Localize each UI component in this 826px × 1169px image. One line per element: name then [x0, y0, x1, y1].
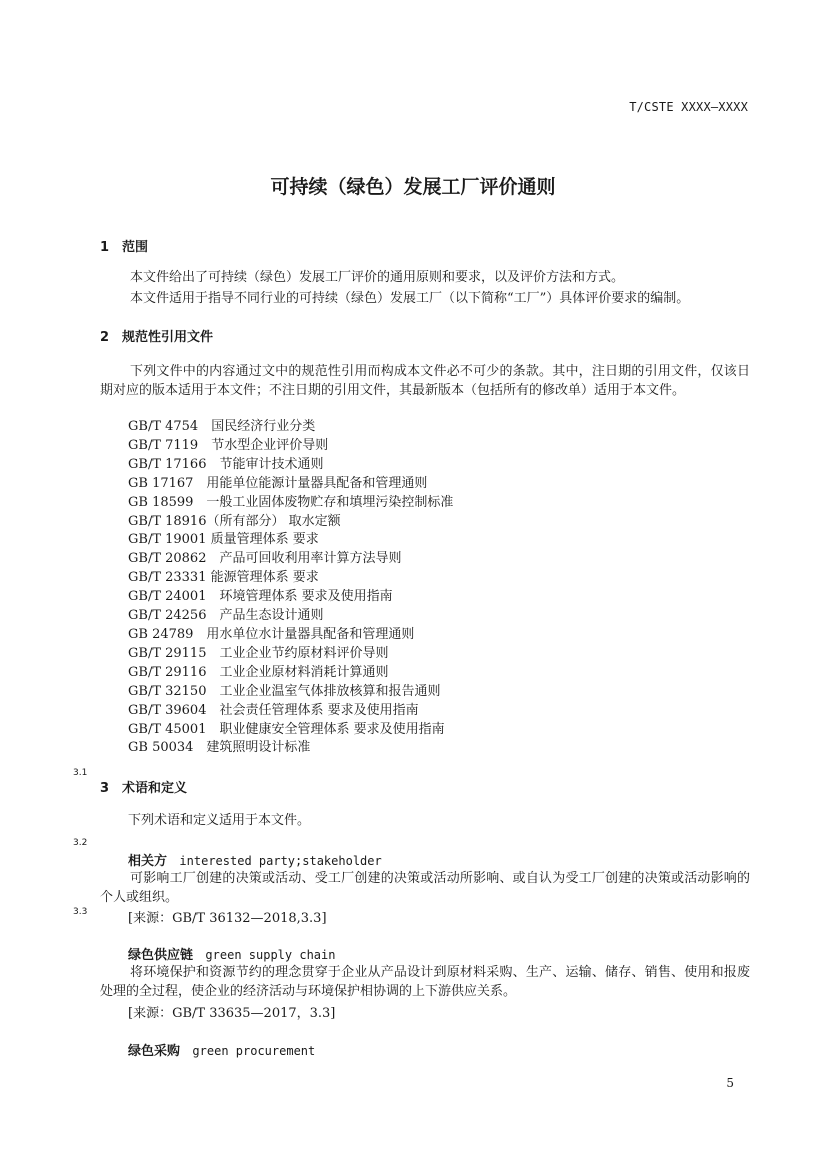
reference-item: GB 17167 用能单位能源计量器具配备和管理通则: [128, 475, 428, 491]
term-source: [来源：GB/T 36132—2018,3.3]: [128, 911, 327, 926]
reference-item: GB/T 29115 工业企业节约原材料评价导则: [128, 645, 389, 661]
page-number: 5: [726, 1076, 734, 1090]
reference-item: GB/T 45001 职业健康安全管理体系 要求及使用指南: [128, 721, 445, 737]
term-marker: 3.1: [73, 768, 88, 778]
reference-item: GB 18599 一般工业固体废物贮存和填埋污染控制标准: [128, 494, 454, 510]
term-chinese: 绿色供应链: [128, 948, 194, 963]
term-heading: [128, 1040, 315, 1059]
reference-item: GB 24789 用水单位水计量器具配备和管理通则: [128, 626, 415, 642]
reference-item: GB/T 18916（所有部分） 取水定额: [128, 513, 341, 529]
reference-item: GB/T 17166 节能审计技术通则: [128, 456, 324, 472]
term-definition: 可影响工厂创建的决策或活动、受工厂创建的决策或活动所影响、或自认为受工厂创建的决策或活动影响的个人或组织。: [100, 871, 750, 905]
terms-intro: 下列术语和定义适用于本文件。: [128, 813, 311, 828]
term-english: interested party;stakeholder: [179, 854, 382, 868]
reference-list: [128, 418, 453, 758]
reference-item: GB/T 24001 环境管理体系 要求及使用指南: [128, 589, 393, 605]
section-3-heading: [100, 777, 187, 796]
term-english: green supply chain: [205, 948, 336, 962]
section-title: 规范性引用文件: [122, 330, 214, 345]
reference-item: GB/T 39604 社会责任管理体系 要求及使用指南: [128, 702, 419, 718]
reference-item: GB/T 20862 产品可回收利用率计算方法导则: [128, 551, 402, 567]
reference-item: GB/T 7119 节水型企业评价导则: [128, 437, 329, 453]
term-heading: [128, 944, 335, 963]
term-heading: [128, 850, 382, 869]
document-code: T/CSTE XXXX—XXXX: [629, 100, 748, 114]
reference-item: GB/T 19001 质量管理体系 要求: [128, 532, 319, 548]
reference-item: GB/T 23331 能源管理体系 要求: [128, 570, 319, 586]
section-number: 3: [100, 781, 110, 796]
reference-item: GB/T 32150 工业企业温室气体排放核算和报告通则: [128, 683, 441, 699]
section-title: 范围: [122, 240, 149, 255]
reference-item: GB/T 29116 工业企业原材料消耗计算通则: [128, 664, 389, 680]
term-chinese: 绿色采购: [128, 1044, 181, 1059]
term-definition: 将环境保护和资源节约的理念贯穿于企业从产品设计到原材料采购、生产、运输、储存、销售、使用和报废处理的全过程，使企业的经济活动与环境保护相协调的上下游供应关系。: [100, 965, 750, 999]
section-title: 术语和定义: [122, 781, 188, 796]
document-title: 可持续（绿色）发展工厂评价通则: [270, 176, 556, 198]
term-marker: 3.2: [73, 838, 88, 848]
reference-item: GB 50034 建筑照明设计标准: [128, 740, 311, 756]
term-english: green procurement: [192, 1044, 316, 1058]
section-1-heading: [100, 236, 148, 255]
reference-item: GB/T 24256 产品生态设计通则: [128, 608, 324, 624]
term-chinese: 相关方: [128, 854, 168, 869]
term-marker: 3.3: [73, 907, 88, 917]
scope-paragraph-2: 本文件适用于指导不同行业的可持续（绿色）发展工厂（以下简称“工厂”）具体评价要求的编制。: [130, 291, 690, 306]
term-source: [来源：GB/T 33635—2017，3.3]: [128, 1006, 336, 1021]
scope-paragraph-1: 本文件给出了可持续（绿色）发展工厂评价的通用原则和要求，以及评价方法和方式。: [130, 270, 625, 285]
reference-item: GB/T 4754 国民经济行业分类: [128, 419, 316, 434]
section-number: 1: [100, 240, 110, 255]
normative-references-intro: 下列文件中的内容通过文中的规范性引用而构成本文件必不可少的条款。其中，注日期的引用文件，仅该日期对应的版本适用于本文件；不注日期的引用文件，其最新版本（包括所有的修改单）适用于本文件。: [100, 364, 750, 398]
section-number: 2: [100, 330, 110, 345]
section-2-heading: [100, 326, 213, 345]
